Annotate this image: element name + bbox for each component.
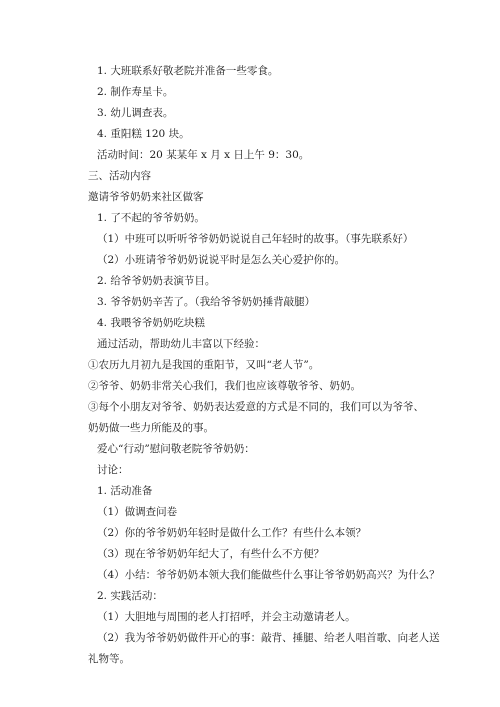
practice-heading: 2. 实践活动： [97, 590, 163, 602]
prep-item-3: 3. 幼儿调查表。 [97, 107, 174, 119]
content-subitem-2: （2）小班请爷爷奶奶说说平时是怎么关心爱护你的。 [97, 254, 346, 266]
content-item-3: 3. 爷爷奶奶辛苦了。（我给爷爷奶奶捶背敲腿） [97, 296, 316, 308]
content-item-2: 2. 给爷爷奶奶表演节目。 [97, 275, 216, 287]
experience-point-3-cont: 奶奶做一些力所能及的事。 [88, 422, 214, 434]
prep-heading: 1. 活动准备 [97, 485, 153, 497]
prep-item-1: 1. 大班联系好敬老院并准备一些零食。 [97, 65, 279, 77]
section-heading: 三、活动内容 [88, 170, 151, 182]
experience-intro: 通过活动，帮助幼儿丰富以下经验： [97, 338, 265, 350]
discussion-label: 讨论： [97, 464, 129, 476]
practice-item-1: （1）大胆地与周围的老人打招呼，并会主动邀请老人。 [97, 611, 356, 623]
content-subitem-1: （1）中班可以听听爷爷奶奶说说自己年轻时的故事。（事先联系好） [97, 233, 414, 245]
discussion-item-1: （1）做调查问卷 [97, 506, 178, 518]
practice-item-2-cont: 礼物等。 [88, 653, 130, 665]
experience-point-1: ①农历九月初九是我国的重阳节，又叫“老人节”。 [88, 359, 320, 371]
practice-item-2: （2）我为爷爷奶奶做件开心的事：敲背、捶腿、给老人唱首歌、向老人送 [97, 632, 440, 644]
activity-time: 活动时间：20 某某年 x 月 x 日上午 9：30。 [97, 149, 310, 161]
experience-point-2: ②爷爷、奶奶非常关心我们，我们也应该尊敬爷爷、奶奶。 [88, 380, 361, 392]
experience-point-3: ③每个小朋友对爷爷、奶奶表达爱意的方式是不同的，我们可以为爷爷、 [88, 401, 424, 413]
content-item-4: 4. 我喂爷爷奶奶吃块糕 [97, 317, 205, 329]
content-item-1: 1. 了不起的爷爷奶奶。 [97, 212, 205, 224]
prep-item-4: 4. 重阳糕 120 块。 [97, 128, 190, 140]
prep-item-2: 2. 制作寿星卡。 [97, 86, 174, 98]
subsection-title: 邀请爷爷奶奶来社区做客 [88, 191, 204, 203]
discussion-item-2: （2）你的爷爷奶奶年轻时是做什么工作？有些什么本领？ [97, 527, 367, 539]
discussion-item-4: （4）小结：爷爷奶奶本领大我们能做些什么事让爷爷奶奶高兴？为什么？ [97, 569, 440, 581]
love-action-title: 爱心“行动”慰问敬老院爷爷奶奶： [97, 443, 255, 455]
discussion-item-3: （3）现在爷爷奶奶年纪大了，有些什么不方便？ [97, 548, 325, 560]
